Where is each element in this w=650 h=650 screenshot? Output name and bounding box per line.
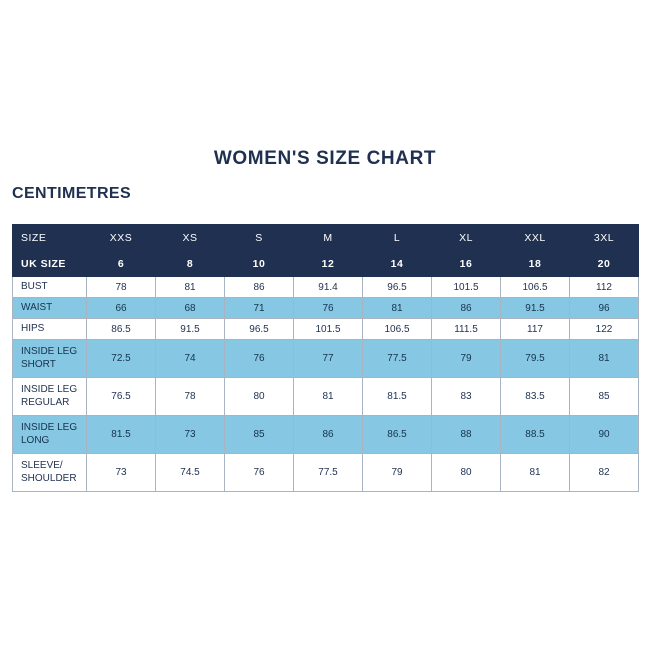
unit-subtitle: CENTIMETRES [12,185,132,202]
measurement-cell: 101.5 [432,277,501,298]
measurement-cell: 112 [570,277,639,298]
header-cell-size: XS [156,225,225,251]
measurement-cell: 77.5 [363,340,432,378]
measurement-cell: 77 [294,340,363,378]
measurement-cell: 106.5 [501,277,570,298]
row-label-line: INSIDE LEG [21,346,78,357]
measurement-cell: 80 [225,378,294,416]
header-cell-uk-size: 10 [225,251,294,277]
row-label-line: HIPS [21,322,45,334]
header-cell-size: M [294,225,363,251]
header-label-size: SIZE [13,225,87,251]
measurement-cell: 74 [156,340,225,378]
measurement-cell: 73 [87,454,156,492]
measurement-cell: 101.5 [294,319,363,340]
measurement-cell: 106.5 [363,319,432,340]
measurement-cell: 91.5 [156,319,225,340]
measurement-cell: 82 [570,454,639,492]
measurement-cell: 122 [570,319,639,340]
table-header-row-uk-size [13,251,639,277]
header-cell-uk-size: 6 [87,251,156,277]
measurement-cell: 96.5 [363,277,432,298]
header-cell-size: XL [432,225,501,251]
measurement-cell: 74.5 [156,454,225,492]
page-title: WOMEN'S SIZE CHART [213,148,437,169]
measurement-cell: 81 [294,378,363,416]
row-label-line: BUST [21,280,48,292]
row-label [13,277,87,298]
row-label-line: WAIST [21,301,53,313]
measurement-cell: 81.5 [87,416,156,454]
row-label [13,454,87,492]
measurement-cell: 88.5 [501,416,570,454]
measurement-cell: 81 [363,298,432,319]
measurement-cell: 81 [156,277,225,298]
row-label-line: REGULAR [21,396,70,408]
measurement-cell: 77.5 [294,454,363,492]
measurement-cell: 73 [156,416,225,454]
row-label [13,378,87,416]
measurement-cell: 86 [225,277,294,298]
row-label [13,416,87,454]
measurement-cell: 76 [294,298,363,319]
measurement-cell: 78 [156,378,225,416]
measurement-cell: 79 [363,454,432,492]
header-cell-size: XXL [501,225,570,251]
measurement-cell: 66 [87,298,156,319]
measurement-cell: 83 [432,378,501,416]
row-label-line: INSIDE LEG [21,422,78,433]
measurement-cell: 81 [501,454,570,492]
measurement-cell: 86.5 [87,319,156,340]
header-label-uk-size: UK SIZE [13,251,87,277]
measurement-cell: 90 [570,416,639,454]
measurement-cell: 91.4 [294,277,363,298]
table-row [13,298,639,319]
row-label-line: SHORT [21,358,56,370]
measurement-cell: 78 [87,277,156,298]
measurement-cell: 86.5 [363,416,432,454]
measurement-cell: 83.5 [501,378,570,416]
row-label [13,340,87,378]
row-label [13,298,87,319]
measurement-cell: 81.5 [363,378,432,416]
measurement-cell: 80 [432,454,501,492]
measurement-cell: 72.5 [87,340,156,378]
row-label-line: SLEEVE/ [21,460,63,471]
row-label-line: LONG [21,434,50,446]
measurement-cell: 76 [225,340,294,378]
table-row [13,416,639,454]
measurement-cell: 86 [294,416,363,454]
measurement-cell: 111.5 [432,319,501,340]
table-row [13,454,639,492]
measurement-cell: 71 [225,298,294,319]
measurement-cell: 79.5 [501,340,570,378]
size-chart-table-wrapper [12,224,638,492]
measurement-cell: 86 [432,298,501,319]
header-cell-size: 3XL [570,225,639,251]
header-cell-uk-size: 20 [570,251,639,277]
header-cell-size: S [225,225,294,251]
measurement-cell: 96 [570,298,639,319]
header-cell-uk-size: 18 [501,251,570,277]
row-label-line: INSIDE LEG [21,384,78,395]
measurement-cell: 76.5 [87,378,156,416]
measurement-cell: 68 [156,298,225,319]
table-row [13,319,639,340]
header-cell-uk-size: 16 [432,251,501,277]
measurement-cell: 76 [225,454,294,492]
table-header-row-size [13,225,639,251]
header-cell-size: XXS [87,225,156,251]
measurement-cell: 91.5 [501,298,570,319]
header-cell-uk-size: 12 [294,251,363,277]
table-row [13,277,639,298]
row-label [13,319,87,340]
table-row [13,340,639,378]
header-cell-size: L [363,225,432,251]
measurement-cell: 79 [432,340,501,378]
measurement-cell: 85 [570,378,639,416]
size-chart-table [12,224,639,492]
table-row [13,378,639,416]
row-label-line: SHOULDER [21,472,77,484]
measurement-cell: 96.5 [225,319,294,340]
measurement-cell: 85 [225,416,294,454]
measurement-cell: 81 [570,340,639,378]
measurement-cell: 117 [501,319,570,340]
header-cell-uk-size: 14 [363,251,432,277]
header-cell-uk-size: 8 [156,251,225,277]
measurement-cell: 88 [432,416,501,454]
